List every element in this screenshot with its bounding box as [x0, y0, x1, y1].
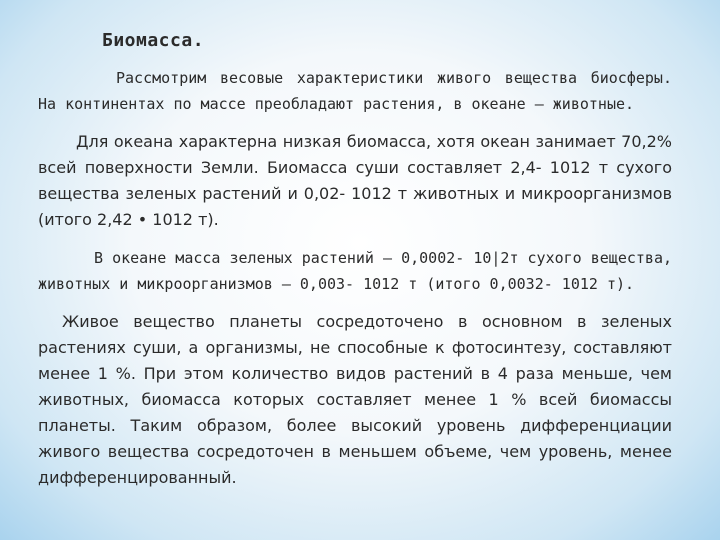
paragraph-weight-characteristics: Рассмотрим весовые характеристики живого вещества биосферы. На континентах по массе преобладают растения, в океане — животные. — [38, 69, 672, 113]
paragraph-ocean-biomass: Для океана характерна низкая биомасса, хотя океан занимает 70,2% всей поверхности Земли. Биомасса суши составляет 2,4- 1012 т сухого вещества зеленых растений и 0,02- 1012 т животных и микроорганизмов (итого 2,42 • 1012 т). — [38, 132, 672, 229]
paragraph-ocean-plants: В океане масса зеленых растений — 0,0002- 10|2т сухого вещества, животных и микроорганизмов — 0,003- 1012 т (итого 0,0032- 1012 т). — [38, 249, 672, 293]
slide-title: Биомасса. — [102, 30, 205, 51]
slide-content — [38, 30, 672, 503]
paragraph-living-matter: Живое вещество планеты сосредоточено в основном в зеленых растениях суши, а организмы, не способные к фотосинтезу, составляют менее 1 %. При этом количество видов растений в 4 раза меньше, чем животных, биомасса которых составляет менее 1 % всей биомассы планеты. Таким образом, более высокий уровень дифференциации живого вещества сосредоточен в меньшем объеме, чем уровень, менее дифференцированный. — [38, 312, 672, 487]
